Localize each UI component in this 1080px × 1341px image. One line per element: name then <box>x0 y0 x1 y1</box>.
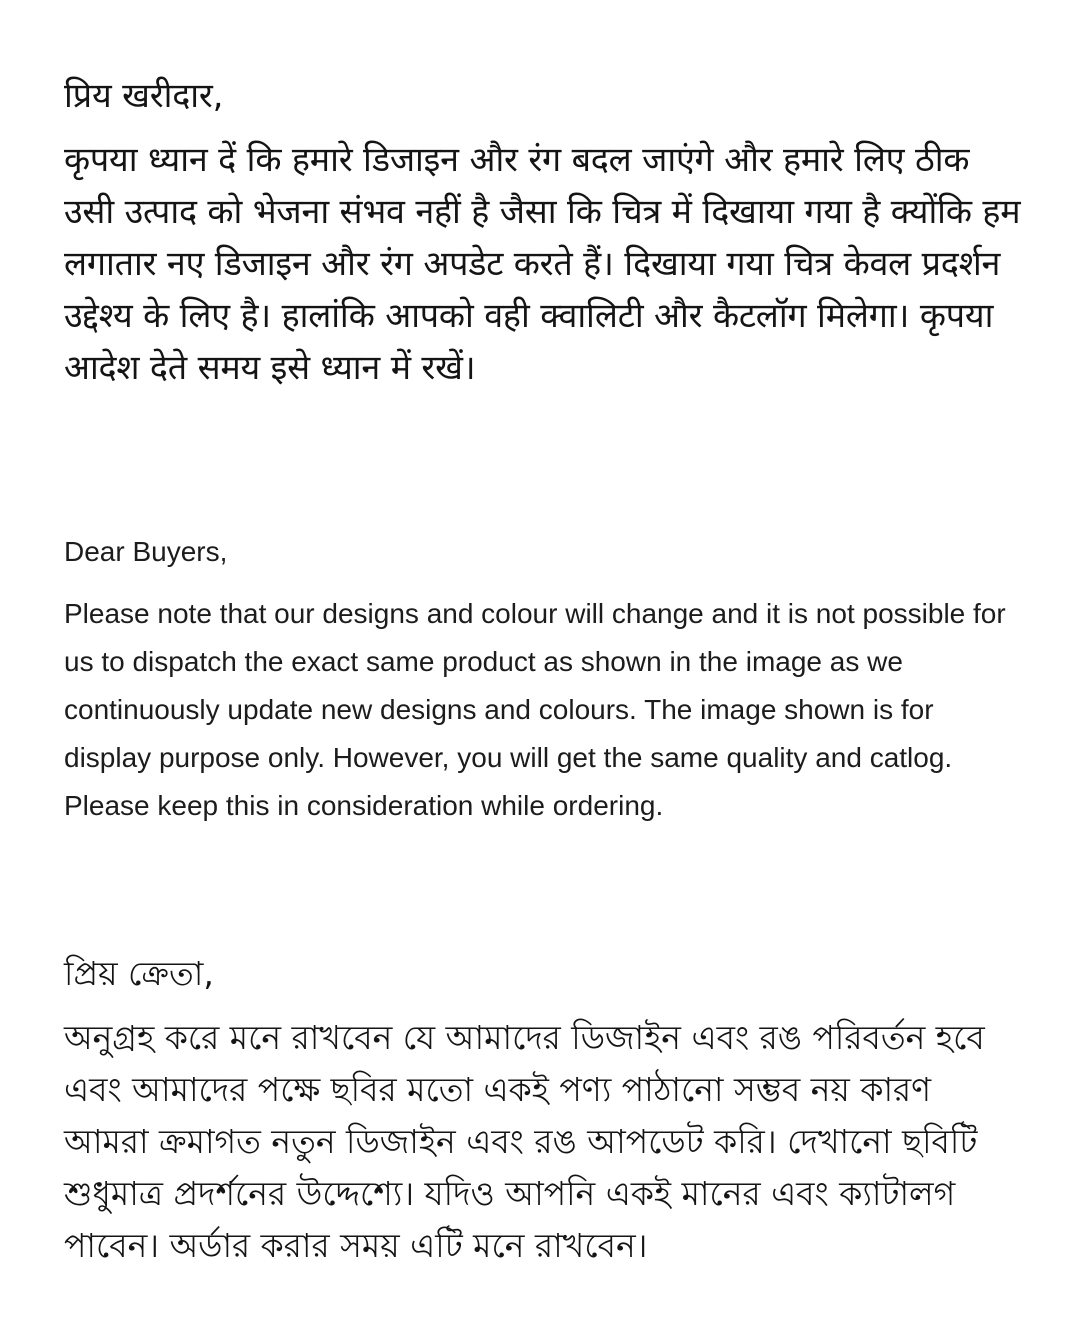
english-notice <box>64 528 1024 830</box>
hindi-greeting: प्रिय खरीदार, <box>64 76 224 116</box>
hindi-body: कृपया ध्यान दें कि हमारे डिजाइन और रंग बदल जाएंगे और हमारे लिए ठीक उसी उत्पाद को भेजना संभव नहीं है जैसा कि चित्र में दिखाया गया है क्योंकि हम लगातार नए डिजाइन और रंग अपडेट करते हैं। दिखाया गया चित्र केवल प्रदर्शन उद्देश्य के लिए है। हालांकि आपको वही क्वालिटी और कैटलॉग मिलेगा। कृपया आदेश देते समय इसे ध्यान में रखें। <box>64 140 1021 388</box>
english-greeting: Dear Buyers, <box>64 536 228 567</box>
english-body: Please note that our designs and colour will change and it is not possible for us to dispatch the exact same product as shown in the image as we continuously update new designs and colours. The image shown is for display purpose only. However, you will get the same quality and catlog. Please keep this in consideration while ordering. <box>64 598 1006 821</box>
hindi-notice <box>64 70 1024 394</box>
bengali-greeting: প্রিয় ক্রেতা, <box>64 954 214 993</box>
bengali-notice <box>64 948 1024 1272</box>
bengali-body: অনুগ্রহ করে মনে রাখবেন যে আমাদের ডিজাইন এবং রঙ পরিবর্তন হবে এবং আমাদের পক্ষে ছবির মতো একই পণ্য পাঠানো সম্ভব নয় কারণ আমরা ক্রমাগত নতুন ডিজাইন এবং রঙ আপডেট করি। দেখানো ছবিটি শুধুমাত্র প্রদর্শনের উদ্দেশ্যে। যদিও আপনি একই মানের এবং ক্যাটালগ পাবেন। অর্ডার করার সময় এটি মনে রাখবেন। <box>64 1018 985 1265</box>
